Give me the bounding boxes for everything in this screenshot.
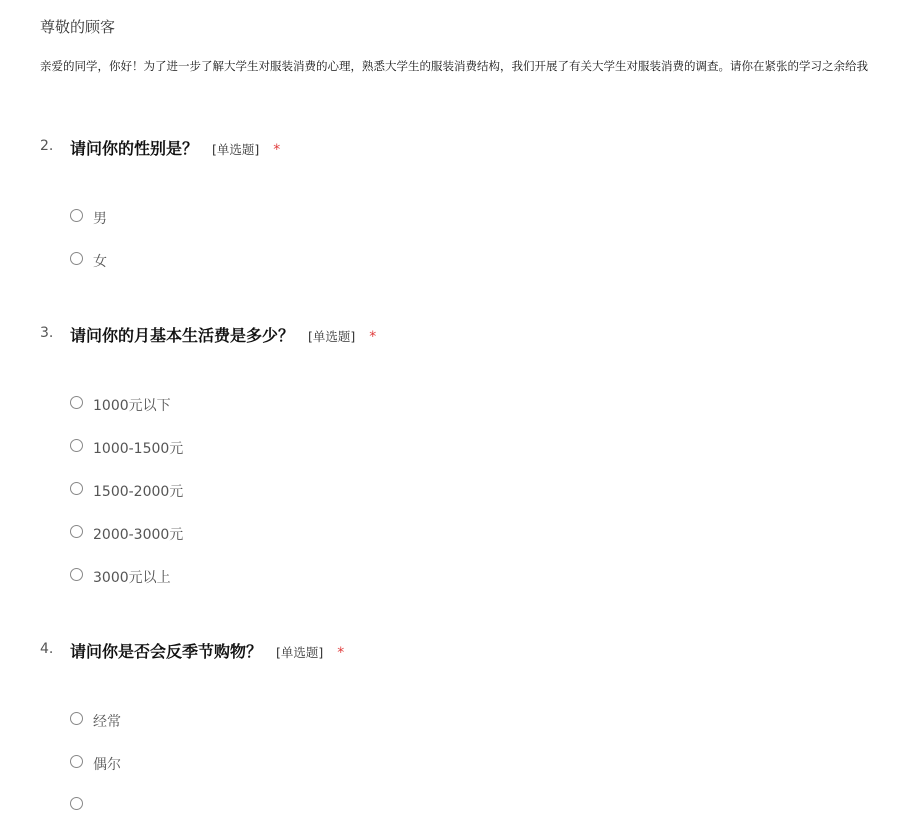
radio-button[interactable]	[70, 797, 83, 810]
question-title	[70, 639, 344, 662]
question-title	[70, 136, 280, 159]
option-label: 1000元以下	[93, 398, 171, 414]
radio-button[interactable]	[70, 482, 83, 495]
question-number: 2.	[40, 138, 54, 154]
option-label: 1500-2000元	[93, 484, 184, 500]
question-title-text: 请问你是否会反季节购物？	[70, 642, 263, 661]
question-title-text: 请问你的月基本生活费是多少？	[70, 326, 295, 345]
question-header	[0, 136, 900, 158]
option-label: 经常	[93, 714, 121, 730]
radio-button[interactable]	[70, 525, 83, 538]
option-label: 男	[93, 211, 107, 227]
question-header	[0, 639, 900, 661]
option-label: 女	[93, 254, 107, 270]
question-title-text: 请问你的性别是？	[70, 139, 199, 158]
required-mark: *	[369, 329, 377, 345]
required-mark: *	[273, 142, 281, 158]
option-label: 1000-1500元	[93, 441, 184, 457]
radio-button[interactable]	[70, 568, 83, 581]
radio-button[interactable]	[70, 439, 83, 452]
survey-greeting: 尊敬的顾客	[40, 18, 116, 36]
required-mark: *	[337, 645, 345, 661]
radio-button[interactable]	[70, 755, 83, 768]
radio-button[interactable]	[70, 396, 83, 409]
survey-intro: 亲爱的同学，你好！为了进一步了解大学生对服装消费的心理，熟悉大学生的服装消费结构，我们开展了有关大学生对服装消费的调查。请你在紧张的学习之余给我	[40, 59, 868, 73]
radio-button[interactable]	[70, 712, 83, 725]
question-title	[70, 323, 376, 346]
question-number: 3.	[40, 325, 54, 341]
radio-button[interactable]	[70, 209, 83, 222]
option-label: 3000元以上	[93, 570, 171, 586]
question-type-label: [单选题]	[212, 142, 260, 157]
option-label: 2000-3000元	[93, 527, 184, 543]
radio-button[interactable]	[70, 252, 83, 265]
question-type-label: [单选题]	[308, 329, 356, 344]
question-type-label: [单选题]	[276, 645, 324, 660]
option-label: 偶尔	[93, 757, 121, 773]
question-header	[0, 323, 900, 345]
question-number: 4.	[40, 641, 54, 657]
